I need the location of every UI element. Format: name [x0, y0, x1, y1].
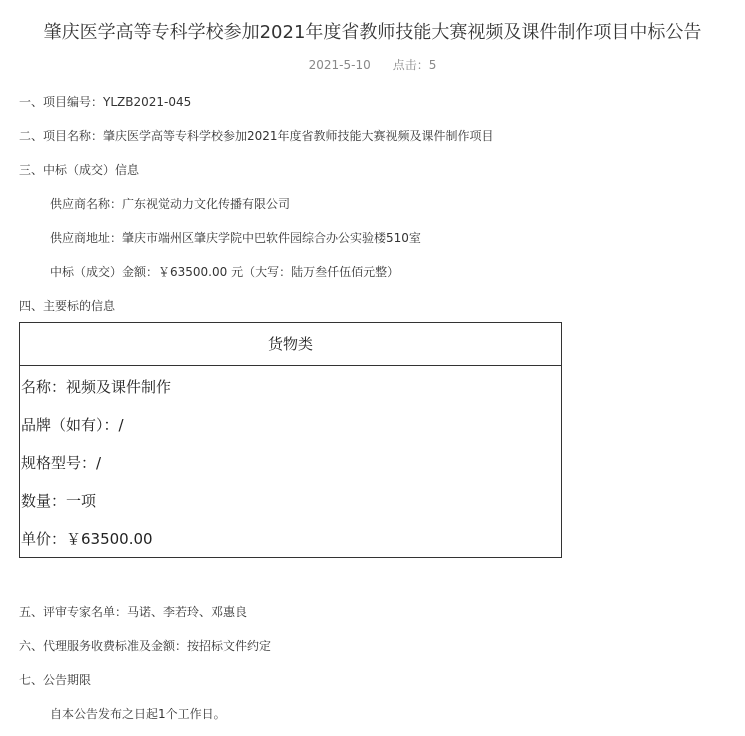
notice-period-heading: 七、公告期限	[19, 673, 92, 687]
supplier-name: 供应商名称：广东视觉动力文化传播有限公司	[50, 197, 291, 211]
notice-period-text: 自本公告发布之日起1个工作日。	[50, 707, 226, 721]
goods-table-header: 货物类	[20, 323, 561, 366]
article-meta	[0, 57, 745, 73]
project-number: 一、项目编号：YLZB2021-045	[19, 95, 192, 109]
winning-amount: 中标（成交）金额：￥63500.00 元（大写：陆万叁仟伍佰元整）	[50, 265, 400, 279]
goods-row-unit-price: 单价：￥63500.00	[21, 530, 153, 548]
supplier-address: 供应商地址：肇庆市端州区肇庆学院中巴软件园综合办公实验楼510室	[50, 231, 421, 245]
main-target-heading: 四、主要标的信息	[19, 299, 116, 313]
publish-date: 2021-5-10	[308, 58, 371, 72]
project-name: 二、项目名称：肇庆医学高等专科学校参加2021年度省教师技能大赛视频及课件制作项目	[19, 129, 494, 143]
winner-info-heading: 三、中标（成交）信息	[19, 163, 140, 177]
goods-row-brand: 品牌（如有）：/	[21, 416, 124, 434]
goods-row-name: 名称：视频及课件制作	[21, 378, 172, 396]
goods-row-spec: 规格型号：/	[21, 454, 102, 472]
goods-table	[19, 322, 562, 558]
click-count: 点击：5	[392, 58, 437, 72]
review-experts: 五、评审专家名单：马诺、李若玲、邓惠良	[19, 605, 248, 619]
agency-fee: 六、代理服务收费标准及金额：按招标文件约定	[19, 639, 272, 653]
goods-row-quantity: 数量：一项	[21, 492, 97, 510]
page-title: 肇庆医学高等专科学校参加2021年度省教师技能大赛视频及课件制作项目中标公告	[43, 22, 702, 43]
